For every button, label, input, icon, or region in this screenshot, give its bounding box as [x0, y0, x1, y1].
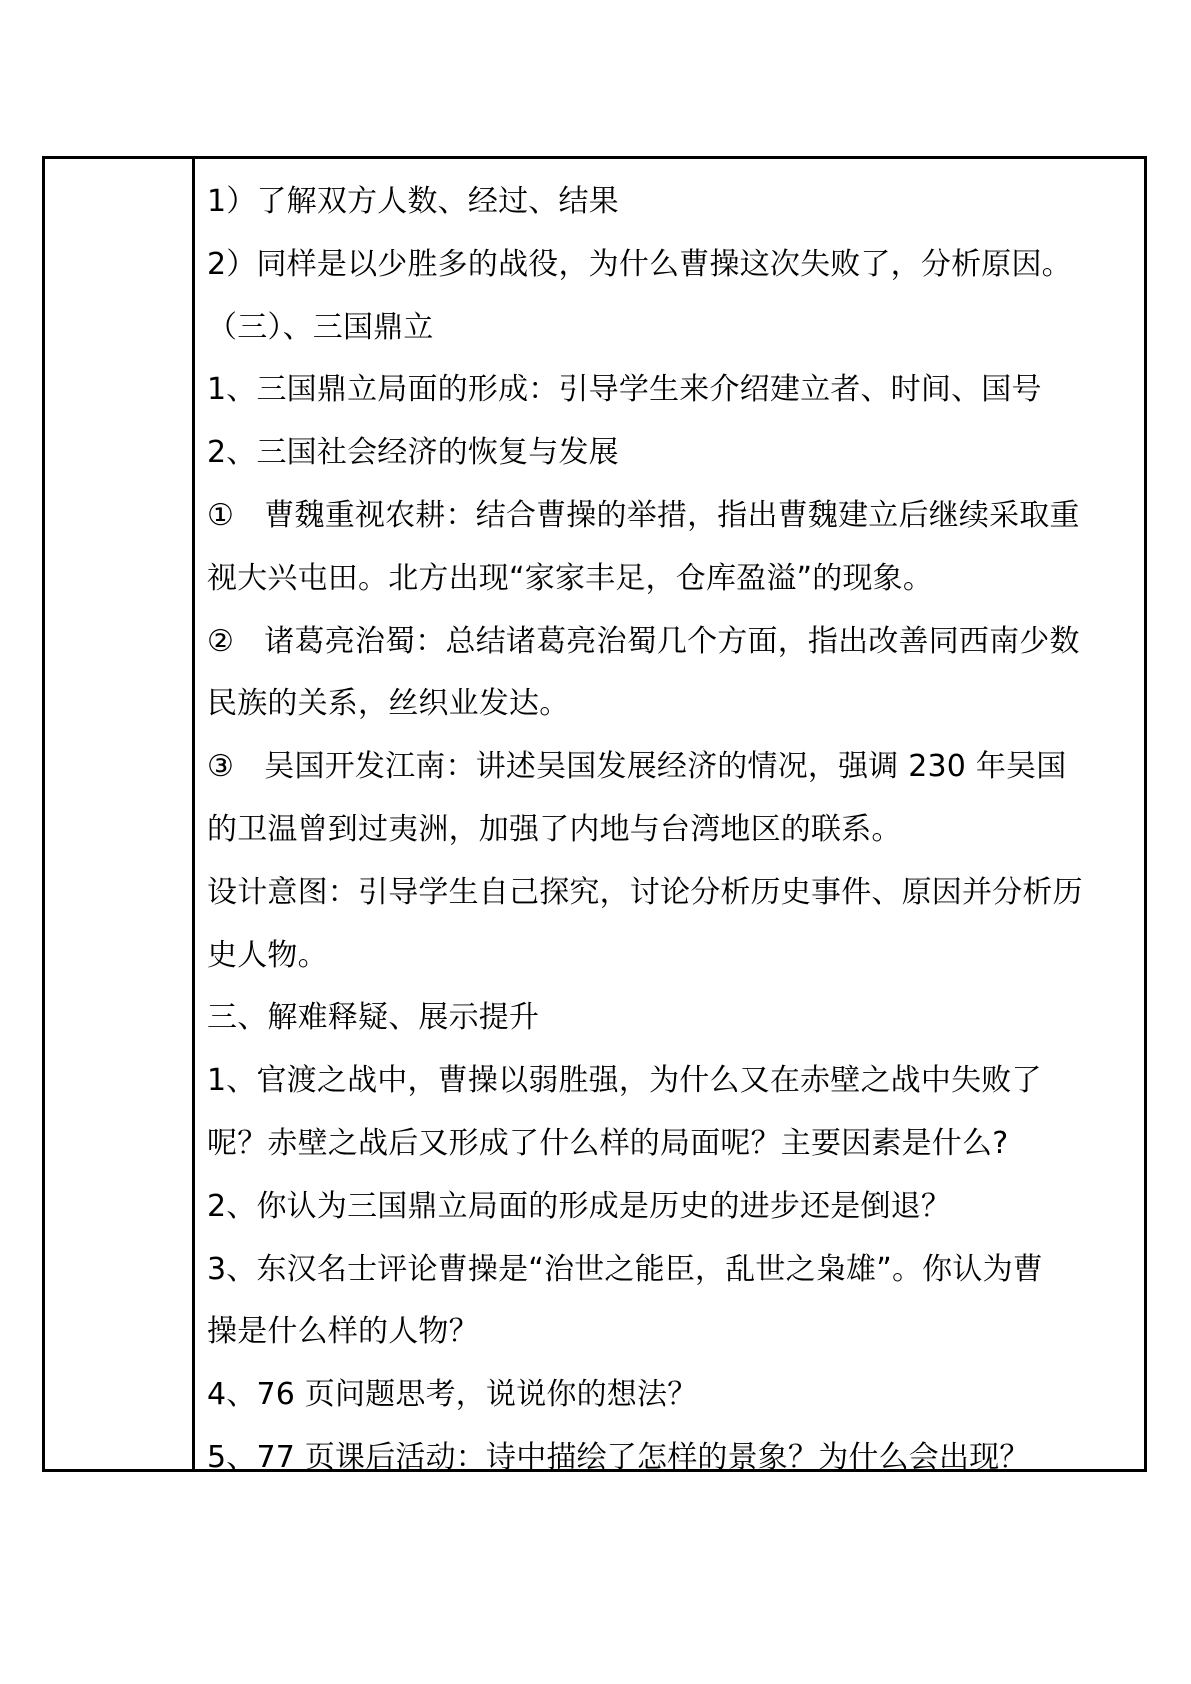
- text-line: ② 诸葛亮治蜀：总结诸葛亮治蜀几个方面，指出改善同西南少数: [207, 623, 1080, 659]
- question-line: 呢？赤壁之战后又形成了什么样的局面呢？主要因素是什么?: [207, 1125, 1009, 1161]
- text-line: ① 曹魏重视农耕：结合曹操的举措，指出曹魏建立后继续采取重: [207, 497, 1080, 533]
- question-line: 4、76 页问题思考，说说你的想法？: [207, 1377, 698, 1413]
- text-line: 1、三国鼎立局面的形成：引导学生来介绍建立者、时间、国号: [207, 372, 1042, 408]
- section-heading: （三）、三国鼎立: [207, 309, 434, 345]
- text-line: ③ 吴国开发江南：讲述吴国发展经济的情况，强调 230 年吴国: [207, 749, 1067, 785]
- section-heading: 三、解难释疑、展示提升: [207, 1000, 540, 1036]
- text-line: 民族的关系，丝织业发达。: [207, 686, 570, 722]
- design-intent-line: 史人物。: [207, 937, 328, 973]
- question-line: 5、77 页课后活动：诗中描绘了怎样的景象？为什么会出现？: [207, 1439, 1030, 1475]
- text-line: 视大兴屯田。北方出现“家家丰足，仓库盈溢”的现象。: [207, 560, 934, 596]
- question-line: 1、官渡之战中，曹操以弱胜强，为什么又在赤壁之战中失败了: [207, 1063, 1042, 1099]
- table-content-cell: [195, 159, 1144, 1475]
- question-line: 2、你认为三国鼎立局面的形成是历史的进步还是倒退？: [207, 1188, 952, 1224]
- question-line: 操是什么样的人物？: [207, 1314, 479, 1350]
- text-line: 2、三国社会经济的恢复与发展: [207, 435, 619, 471]
- text-line: 2）同样是以少胜多的战役，为什么曹操这次失败了，分析原因。: [207, 246, 1072, 282]
- text-line: 1）了解双方人数、经过、结果: [207, 184, 619, 219]
- text-line: 的卫温曾到过夷洲，加强了内地与台湾地区的联系。: [207, 811, 902, 847]
- question-line: 3、东汉名士评论曹操是“治世之能臣，乱世之枭雄”。你认为曹: [207, 1251, 1043, 1287]
- design-intent-line: 设计意图：引导学生自己探究，讨论分析历史事件、原因并分析历: [207, 874, 1083, 910]
- lesson-plan-table: [42, 156, 1147, 1475]
- table-left-cell: [45, 159, 195, 1469]
